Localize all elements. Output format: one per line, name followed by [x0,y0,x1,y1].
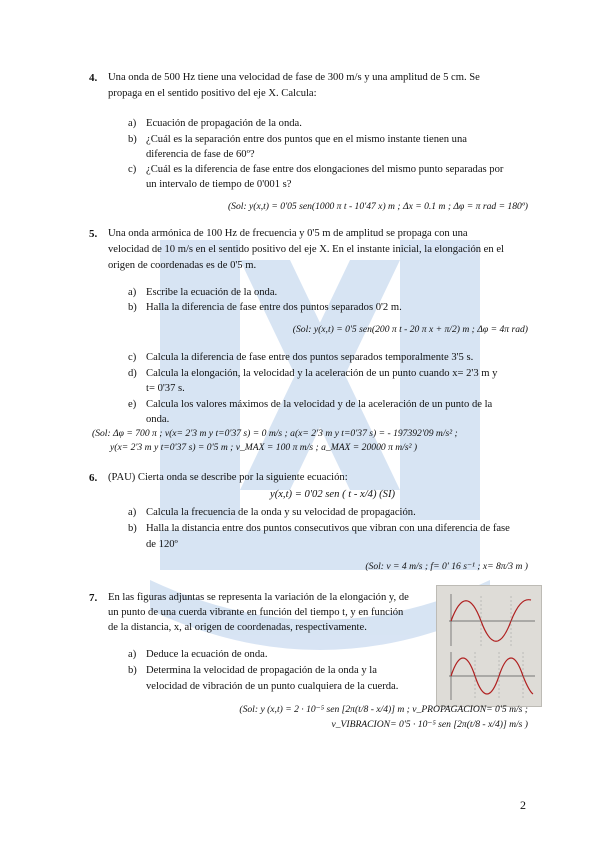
problem-5-item-a: Escribe la ecuación de la onda. [146,287,278,298]
problem-6-equation: y(x,t) = 0'02 sen ( t - x/4) (SI) [270,489,396,500]
problem-5-item-c-label: c) [128,352,137,363]
problem-5-item-b: Halla la diferencia de fase entre dos puntos separados 0'2 m. [146,302,402,313]
problem-7-stem-1: En las figuras adjuntas se representa la variación de la elongación y, de [108,592,409,603]
problem-4-item-b-label: b) [128,134,137,145]
wave-figure [436,585,542,707]
problem-7-number: 7. [89,592,98,604]
problem-5-item-c: Calcula la diferencia de fase entre dos puntos separados temporalmente 3'5 s. [146,352,474,363]
problem-7-stem-2: un punto de una cuerda vibrante en función del tiempo t, y en función [108,607,404,618]
page-number: 2 [520,798,526,812]
problem-4-number: 4. [89,72,98,84]
problem-5-item-e-label: e) [128,399,137,410]
problem-5-stem-1: Una onda armónica de 100 Hz de frecuencia y 0'5 m de amplitud se propaga con una [108,228,468,239]
problem-7-item-a: Deduce la ecuación de onda. [146,649,268,660]
problem-5-solution-2b: y(x= 2'3 m y t=0'37 s) = 0'5 m ; v_MAX = 100 π m/s ; a_MAX = 20000 π m/s² ) [110,442,418,453]
problem-6-item-b-label: b) [128,523,137,534]
problem-5-item-d-2: t= 0'37 s. [146,383,185,394]
problem-6-stem: (PAU) Cierta onda se describe por la siguiente ecuación: [108,472,348,483]
problem-7-stem-3: de la distancia, x, al origen de coordenadas, respectivamente. [108,622,367,633]
problem-5-item-e-2: onda. [146,414,170,425]
problem-4-item-b-1: ¿Cuál es la separación entre dos puntos que en el mismo instante tienen una [146,134,467,145]
problem-5-number: 5. [89,228,98,240]
problem-6-item-b-1: Halla la distancia entre dos puntos consecutivos que vibran con una diferencia de fase [146,523,510,534]
problem-4-item-c-label: c) [128,164,137,175]
problem-7-solution-1: (Sol: y (x,t) = 2 · 10⁻⁵ sen [2π(t/8 - x/4)] m ; v_PROPAGACION= 0'5 m/s ; [239,704,528,715]
problem-5-solution-2a: (Sol: Δφ = 700 π ; v(x= 2'3 m y t=0'37 s) = 0 m/s ; a(x= 2'3 m y t=0'37 s) = - 197392'09 m/s² ; [92,428,458,439]
problem-6-number: 6. [89,472,98,484]
problem-4-stem-2: propaga en el sentido positivo del eje X. Calcula: [108,88,317,99]
problem-7-solution-2: v_VIBRACION= 0'5 · 10⁻⁵ sen [2π(t/8 - x/4)] m/s ) [331,719,528,730]
problem-6-item-a-label: a) [128,507,137,518]
problem-7-item-a-label: a) [128,649,137,660]
problem-5-item-b-label: b) [128,302,137,313]
problem-4-item-c-2: un intervalo de tiempo de 0'001 s? [146,179,292,190]
problem-6-item-b-2: de 120º [146,539,178,550]
problem-5-item-e-1: Calcula los valores máximos de la velocidad y de la aceleración de un punto de la [146,399,493,410]
problem-5-stem-2: velocidad de 10 m/s en el sentido positivo del eje X. En el instante inicial, la elongación en el [108,244,504,255]
problem-6-solution: (Sol: v = 4 m/s ; f= 0' 16 s⁻¹ ; x= 8π/3 m ) [365,561,528,572]
problem-4-stem-1: Una onda de 500 Hz tiene una velocidad de fase de 300 m/s y una amplitud de 5 cm. Se [108,72,480,83]
problem-7-item-b-2: velocidad de vibración de un punto cualquiera de la cuerda. [146,681,399,692]
problem-5-item-a-label: a) [128,287,137,298]
wave-graphs-image [437,586,541,706]
problem-4-solution: (Sol: y(x,t) = 0'05 sen(1000 π t - 10'47 x) m ; Δx = 0.1 m ; Δφ = π rad = 180º) [227,201,528,212]
problem-5-item-d-1: Calcula la elongación, la velocidad y la aceleración de un punto cuando x= 2'3 m y [146,368,498,379]
problem-4-item-a: Ecuación de propagación de la onda. [146,118,302,129]
problem-5-solution-1: (Sol: y(x,t) = 0'5 sen(200 π t - 20 π x + π/2) m ; Δφ = 4π rad) [292,324,528,335]
problem-7-item-b-label: b) [128,665,137,676]
problem-5-item-d-label: d) [128,368,137,379]
problem-4-item-b-2: diferencia de fase de 60º? [146,149,255,160]
problem-6-item-a: Calcula la frecuencia de la onda y su velocidad de propagación. [146,507,416,518]
problem-4-item-a-label: a) [128,118,137,129]
problem-4-item-c-1: ¿Cuál es la diferencia de fase entre dos elongaciones del mismo punto separadas por [146,164,504,175]
problem-5-stem-3: origen de coordenadas es de 0'5 m. [108,260,257,271]
problem-7-item-b-1: Determina la velocidad de propagación de la onda y la [146,665,377,676]
